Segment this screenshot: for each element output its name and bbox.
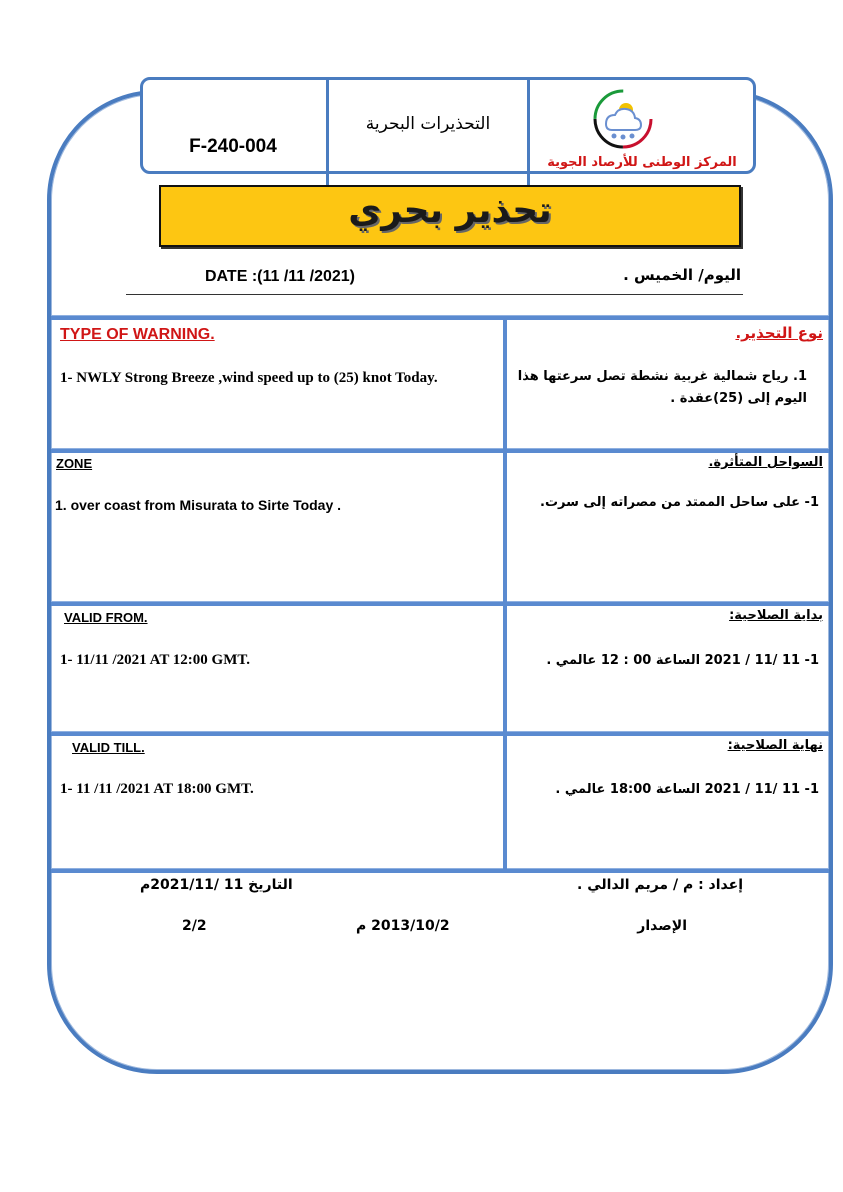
valid-from-label-ar: بداية الصلاحية: [729,608,823,623]
center-name: المركز الوطنى للأرصاد الجوية [547,155,737,170]
header-title: التحذيرات البحرية [365,114,491,134]
valid-till-text-ar: 1- 11 /11 / 2021 الساعة 18:00 عالمي . [555,782,819,797]
valid-till-text-en: 1- 11 /11 /2021 AT 18:00 GMT. [60,781,254,797]
table-divider [51,448,829,453]
valid-from-label-en: VALID FROM. [64,610,148,625]
header-divider [527,77,530,189]
date-underline [126,294,743,295]
date-english: DATE :(11 /11 /2021) [205,268,355,285]
issue-label: الإصدار [637,918,687,934]
valid-till-label-ar: نهاية الصلاحية: [727,738,823,753]
type-text-ar: 1. رياح شمالية غربية نشطة تصل سرعتها هذا اليوم إلى (25)عقدة . [517,369,807,406]
weather-cloud-logo-icon [592,88,654,150]
zone-label-en: ZONE [56,456,93,471]
issue-date: 2013/10/2 م [356,918,450,934]
table-divider [51,601,829,606]
type-label-en: TYPE OF WARNING. [60,326,215,343]
table-divider [51,731,829,736]
zone-label-ar: السواحل المتأثرة. [708,455,823,470]
zone-text-ar: 1- على ساحل الممتد من مصراته إلى سرت. [540,495,819,510]
type-text-en: 1- NWLY Strong Breeze ,wind speed up to (25) knot Today. [60,370,438,386]
date-arabic: اليوم/ الخميس . [623,266,741,284]
zone-text-en: 1. over coast from Misurata to Sirte Today . [55,497,342,513]
header-divider [326,77,329,189]
table-divider [51,315,829,320]
footer-date: التاريخ 11 /2021/11م [140,877,293,893]
page-number: 2/2 [182,918,207,934]
prepared-by: إعداد : م / مريم الدالي . [577,877,743,893]
type-label-ar: نوع التحذير. [735,324,823,342]
valid-till-label-en: VALID TILL. [72,740,145,755]
form-code: F-240-004 [189,136,277,157]
table-divider [51,868,829,873]
banner-title: تحذير بحري [348,190,552,231]
valid-from-text-ar: 1- 11 /11 / 2021 الساعة 00 : 12 عالمي . [546,653,819,668]
valid-from-text-en: 1- 11/11 /2021 AT 12:00 GMT. [60,652,251,668]
